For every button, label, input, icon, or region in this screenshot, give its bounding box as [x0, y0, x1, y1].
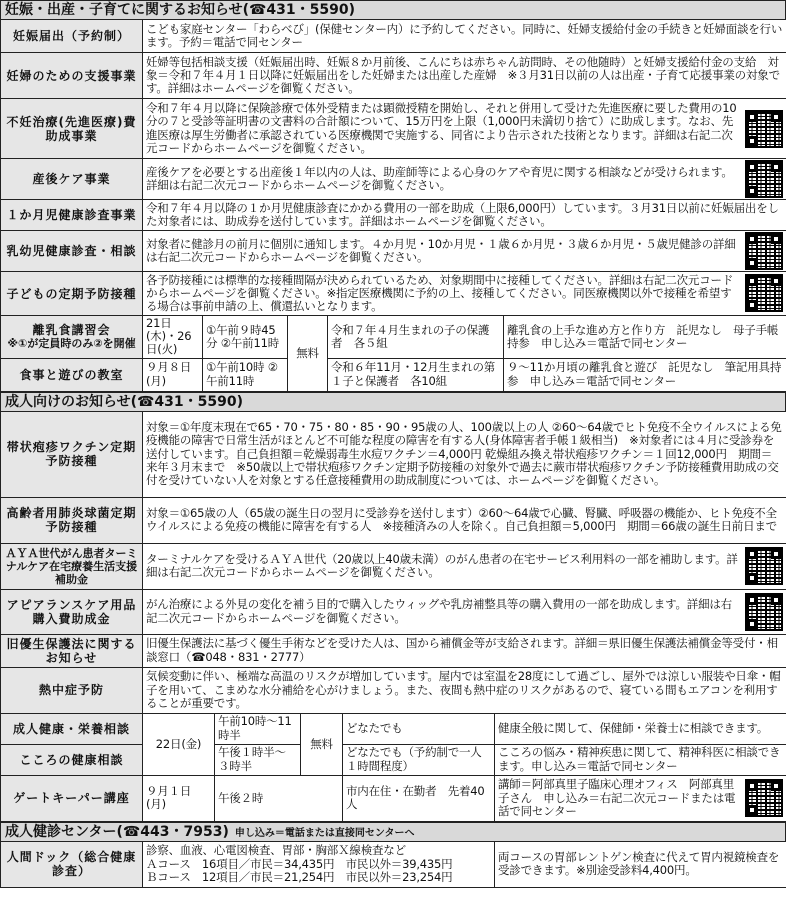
table-row: [1, 231, 786, 272]
table-row: [1, 497, 786, 543]
consult-time: 午後１時半～３時半: [215, 744, 301, 775]
table-row: [1, 316, 786, 359]
class-name: 食事と遊びの教室: [1, 358, 143, 391]
section-title: 成人健診センター(☎443・7953): [5, 823, 229, 840]
row-desc: 産後ケアを必要とする出産後１年以内の人は、助産師等による心身のケアや育児に関する相談などが受けられます。詳細は右記二次元コードからホームページを御覧ください。: [146, 164, 733, 192]
qr-code-icon[interactable]: [745, 593, 783, 631]
row-name: ＡＹＡ世代がん患者ターミナルケア在宅療養生活支援補助金: [1, 543, 143, 589]
row-desc: 妊婦等包括相談支援（妊娠届出時、妊娠８か月前後、こんにちは赤ちゃん訪問時、その他随時）と妊婦支援給付金の支給 対象＝令和７年４月１日以降に妊娠届出をした妊婦または出産した産婦 ※３月31日以前の人は出産・子育て応援事業の対象です。詳細はホームページを御覧ください。: [143, 53, 786, 99]
table-row: [1, 358, 786, 391]
row-desc: 対象＝①年度末現在で65・70・75・80・85・90・95歳の人、100歳以上の人 ②60～64歳でヒト免疫不全ウイルスによる免疫機能の障害で日常生活がほとんど不可能な程度の障害を有する人(身体障害者手帳１級相当) ※対象者には４月に受診券を送付しています。自己負担額＝乾燥弱毒生水痘ワクチン＝4,000円 乾燥組み換え帯状疱疹ワクチン＝１回12,000円 期間＝来年３月末まで ※50歳以上で帯状疱疹ワクチン定期予防接種の対象外で過去に蕨市帯状疱疹ワクチン予防接種費用助成の交付を受けていない人を対象とする任意接種費用の助成制度については、ホームページを御覧ください。: [143, 411, 786, 497]
lecture-target: 市内在住・在勤者 先着40人: [343, 775, 495, 821]
class-time: ①午前10時 ②午前11時: [203, 358, 288, 391]
class-content: ９～11か月頃の離乳食と遊び 託児なし 筆記用具持参 申し込み＝電話で同センター: [504, 358, 786, 391]
class-name: 離乳食講習会: [32, 322, 111, 337]
qr-code-icon[interactable]: [745, 110, 783, 148]
dock-line: Ｂコース 12項目／市民＝21,254円 市民以外＝23,254円: [146, 869, 453, 884]
section-subtitle: 申し込み＝電話または直接同センターへ: [234, 827, 415, 839]
table-row: [1, 775, 786, 821]
row-name: 子どもの定期予防接種: [1, 272, 143, 316]
table-row: [1, 99, 786, 159]
row-name: 帯状疱疹ワクチン定期予防接種: [1, 411, 143, 497]
table-row: [1, 200, 786, 231]
lecture-name: ゲートキーパー講座: [1, 775, 143, 821]
consult-time: 午前10時～11時半: [215, 713, 301, 744]
consult-date: 22日(金): [143, 713, 215, 775]
row-name: 熱中症予防: [1, 667, 143, 713]
consult-name: 成人健康・栄養相談: [1, 713, 143, 744]
row-name: 高齢者用肺炎球菌定期予防接種: [1, 497, 143, 543]
row-name: 旧優生保護法に関するお知らせ: [1, 634, 143, 667]
qr-code-icon[interactable]: [745, 779, 783, 817]
lecture-time: 午後２時: [215, 775, 343, 821]
class-date: ９月８日(月): [143, 358, 203, 391]
row-name: 妊婦のための支援事業: [1, 53, 143, 99]
qr-code-icon[interactable]: [745, 274, 783, 312]
row-desc: 対象者に健診月の前月に個別に通知します。４か月児・10か月児・１歳６か月児・３歳６か月児・５歳児健診の詳細は右記二次元コードからホームページを御覧ください。: [146, 236, 736, 264]
row-name: 妊娠届出（予約制）: [1, 20, 143, 53]
dock-note: 両コースの胃部レントゲン検査に代えて胃内視鏡検査を受診できます。※別途受診料4,400円。: [495, 841, 786, 887]
row-desc: 令和７年４月以降の１か月児健康診査にかかる費用の一部を助成（上限6,000円）しています。３月31日以前に妊娠届出をした対象者には、助成券を送付しています。詳細はホームページを御覧ください。: [143, 200, 786, 231]
table-row: [1, 159, 786, 200]
class-fee: 無料: [288, 316, 328, 392]
consult-content: こころの悩み・精神疾患に関して、精神科医に相談できます。申し込み＝電話で同センター: [495, 744, 786, 775]
lecture-content: 講師＝阿部真里子臨床心理オフィス 阿部真里子さん 申し込み＝右記二次元コードまたは電話で同センター: [498, 777, 736, 818]
class-content: 離乳食の上手な進め方と作り方 託児なし 母子手帳持参 申し込み＝電話で同センター: [504, 316, 786, 359]
lecture-date: ９月１日(月): [143, 775, 215, 821]
table-row: [1, 272, 786, 316]
table-row: [1, 543, 786, 589]
table-row: [1, 667, 786, 713]
row-name: 乳幼児健康診査・相談: [1, 231, 143, 272]
checkup-table: [0, 841, 786, 888]
class-time: ①午前９時45分 ②午前11時: [203, 316, 288, 359]
table-row: [1, 744, 786, 775]
class-target: 令和７年４月生まれの子の保護者 各５組: [328, 316, 504, 359]
consult-content: 健康全般に関して、保健師・栄養士に相談できます。: [495, 713, 786, 744]
row-name: アピアランスケア用品購入費助成金: [1, 589, 143, 634]
consult-target: どなたでも: [343, 713, 495, 744]
section-title-pregnancy: 妊娠・出産・子育てに関するお知らせ(☎431・5590): [0, 0, 786, 19]
row-name: 不妊治療(先進医療)費助成事業: [1, 99, 143, 159]
consult-fee: 無料: [301, 713, 343, 775]
dock-line: 診察、血液、心電図検査、胃部・胸部Ｘ線検査など: [146, 843, 406, 858]
row-desc: 気候変動に伴い、極端な高温のリスクが増加しています。屋内では室温を28度にして過ごし、屋外では涼しい服装や日傘・帽子を用いて、こまめな水分補給を心がけましょう。また、夜間も熱中症のリスクがあるので、寝ている間もエアコンを利用することが重要です。: [143, 667, 786, 713]
pregnancy-table: [0, 19, 786, 392]
section-title-checkup-center: [0, 822, 786, 841]
row-desc: 対象＝①65歳の人（65歳の誕生日の翌月に受診券を送付します）②60～64歳で心臓、腎臓、呼吸器の機能か、ヒト免疫不全ウイルスによる免疫の機能に障害を有する人 ※接種済みの人を除く。自己負担額＝5,000円 期間＝66歳の誕生日前日まで: [143, 497, 786, 543]
class-target: 令和６年11月・12月生まれの第１子と保護者 各10組: [328, 358, 504, 391]
row-desc: 令和７年４月以降に保険診療で体外受精または顕微授精を開始し、それと併用して受けた先進医療に要した費用の10分の７と受診等証明書の文書料の合計額について、15万円を上限（1,000円未満切り捨て）に助成します。なお、先進医療は厚生労働者に承認されている医療機関で実施する、同省により告示された技術となります。詳細は右記二次元コードからホームページを御覧ください。: [146, 101, 737, 155]
row-desc: ターミナルケアを受けるＡＹＡ世代（20歳以上40歳未満）のがん患者の在宅サービス利用料の一部を補助します。詳細は右記二次元コードからホームページを御覧ください。: [146, 551, 738, 580]
table-row: [1, 589, 786, 634]
qr-code-icon[interactable]: [745, 547, 783, 585]
consult-name: こころの健康相談: [1, 744, 143, 775]
table-row: [1, 411, 786, 497]
class-date: 21日(木)・26日(火): [143, 316, 203, 359]
row-desc: 旧優生保護法に基づく優生手術などを受けた人は、国から補償金等が支給されます。詳細＝県旧優生保護法補償金等受付・相談窓口（☎048・831・2777）: [143, 634, 786, 667]
row-name: 産後ケア事業: [1, 159, 143, 200]
table-row: [1, 53, 786, 99]
qr-code-icon[interactable]: [745, 232, 783, 270]
section-title-adult: 成人向けのお知らせ(☎431・5590): [0, 392, 786, 411]
dock-name: 人間ドック（総合健康診査）: [1, 841, 143, 887]
row-desc: こども家庭センター「わらべび」(保健センター内）に予約してください。同時に、妊婦支援給付金の手続きと妊婦面談を行います。予約＝電話で同センター: [143, 20, 786, 53]
consult-target: どなたでも（予約制で一人１時間程度）: [343, 744, 495, 775]
table-row: [1, 713, 786, 744]
class-note: ※①が定員時のみ②を開催: [7, 336, 136, 350]
adult-table: [0, 411, 786, 822]
table-row: [1, 841, 786, 887]
table-row: [1, 20, 786, 53]
row-name: １か月児健康診査事業: [1, 200, 143, 231]
qr-code-icon[interactable]: [745, 160, 783, 198]
dock-line: Ａコース 16項目／市民＝34,435円 市民以外＝39,435円: [146, 856, 453, 871]
table-row: [1, 634, 786, 667]
row-desc: がん治療による外見の変化を補う目的で購入したウィッグや乳房補整具等の購入費用の一部を助成します。詳細は右記二次元コードからホームページを御覧ください。: [146, 597, 732, 625]
row-desc: 各予防接種には標準的な接種間隔が決められているため、対象期間中に接種してください。詳細は右記二次元コードからホームページを御覧ください。※指定医療機関に予約の上、接種してください。同医療機関以外で接種を希望する場合は事前申請の上、償還払いとなります。: [146, 272, 734, 314]
